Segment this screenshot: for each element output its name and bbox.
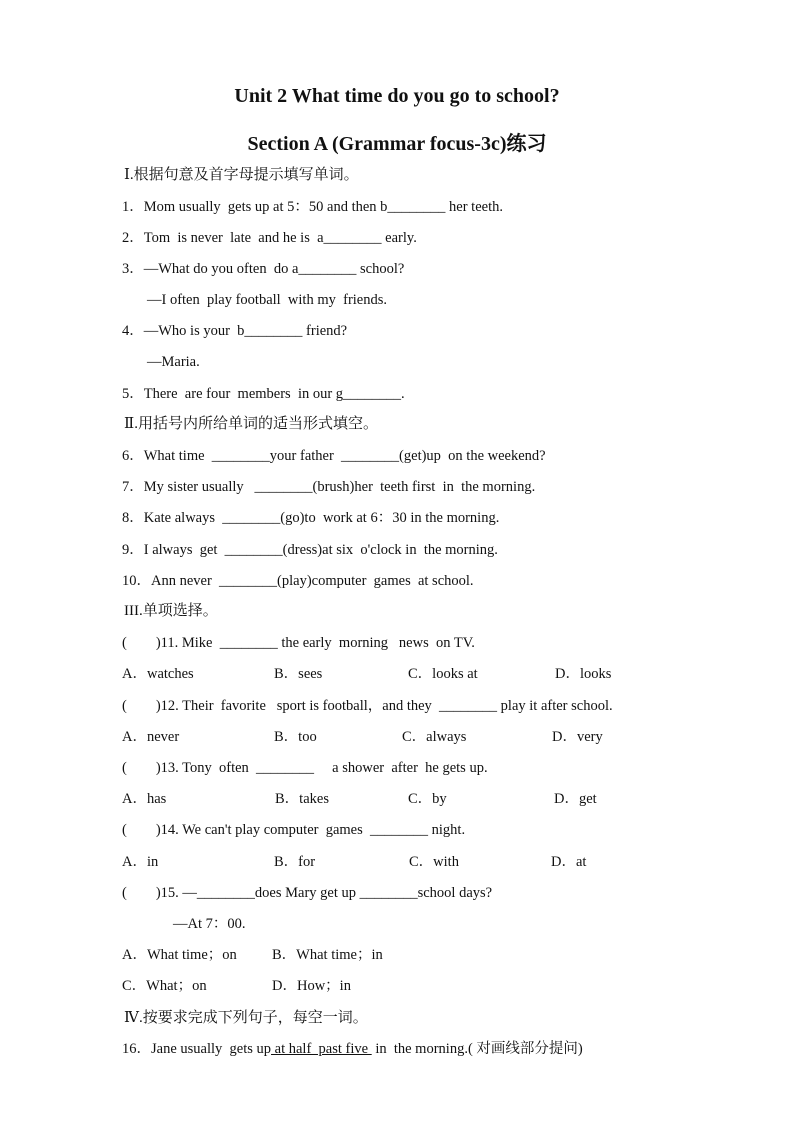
section-heading-4: Ⅳ.按要求完成下列句子，每空一词。	[124, 1010, 368, 1026]
q15-option-b: B．What time；in	[272, 947, 383, 963]
q15-option-d: D．How；in	[272, 978, 351, 994]
question-5: 5．There are four members in our g________.	[122, 386, 405, 402]
q11-option-c: C．looks at	[408, 666, 478, 682]
question-4-answer: —Maria.	[147, 354, 200, 370]
worksheet-title: Unit 2 What time do you go to school?	[234, 85, 560, 107]
question-16	[122, 1040, 583, 1058]
q12-option-b: B．too	[274, 729, 317, 745]
q13-option-a: A．has	[122, 791, 167, 807]
section-heading-2: Ⅱ.用括号内所给单词的适当形式填空。	[124, 416, 378, 432]
question-11: ( )11. Mike ________ the early morning news on TV.	[122, 635, 475, 651]
question-2: 2．Tom is never late and he is a________ early.	[122, 230, 417, 246]
question-16-suffix: in the morning.( 对画线部分提问)	[371, 1041, 583, 1057]
question-9: 9．I always get ________(dress)at six o'clock in the morning.	[122, 542, 498, 558]
question-6: 6．What time ________your father ________(get)up on the weekend?	[122, 448, 546, 464]
question-1: 1．Mom usually gets up at 5：50 and then b________ her teeth.	[122, 199, 503, 215]
worksheet-subtitle: Section A (Grammar focus-3c)练习	[247, 133, 547, 155]
q14-option-b: B．for	[274, 854, 316, 870]
question-4: 4．—Who is your b________ friend?	[122, 323, 348, 339]
question-15: ( )15. —________does Mary get up ________school days?	[122, 885, 493, 901]
question-13: ( )13. Tony often ________ a shower after he gets up.	[122, 760, 488, 776]
question-16-prefix: 16．Jane usually gets up	[122, 1041, 272, 1057]
question-3: 3．—What do you often do a________ school?	[122, 261, 405, 277]
q14-option-a: A．in	[122, 854, 159, 870]
q14-option-c: C．with	[409, 854, 459, 870]
q15-option-a: A．What time；on	[122, 947, 237, 963]
question-7: 7．My sister usually ________(brush)her teeth first in the morning.	[122, 479, 536, 495]
question-12: ( )12. Their favorite sport is football，and they ________ play it after school.	[122, 698, 613, 714]
question-10: 10．Ann never ________(play)computer games at school.	[122, 573, 474, 589]
q12-option-c: C．always	[402, 729, 467, 745]
q11-option-d: D．looks	[555, 666, 612, 682]
q12-option-a: A．never	[122, 729, 180, 745]
question-15-answer: —At 7：00.	[173, 916, 246, 932]
question-14: ( )14. We can't play computer games ________ night.	[122, 822, 466, 838]
q13-option-c: C．by	[408, 791, 447, 807]
q11-option-a: A．watches	[122, 666, 194, 682]
section-heading-1: Ⅰ.根据句意及首字母提示填写单词。	[124, 167, 359, 183]
q11-option-b: B．sees	[274, 666, 323, 682]
q13-option-d: D．get	[554, 791, 597, 807]
q15-option-c: C．What；on	[122, 978, 207, 994]
section-heading-3: III.单项选择。	[124, 603, 218, 619]
q12-option-d: D．very	[552, 729, 603, 745]
question-3-answer: —I often play football with my friends.	[147, 292, 388, 308]
question-16-underlined: at half past five	[271, 1041, 372, 1057]
q14-option-d: D．at	[551, 854, 587, 870]
question-8: 8．Kate always ________(go)to work at 6：30 in the morning.	[122, 510, 500, 526]
q13-option-b: B．takes	[275, 791, 329, 807]
